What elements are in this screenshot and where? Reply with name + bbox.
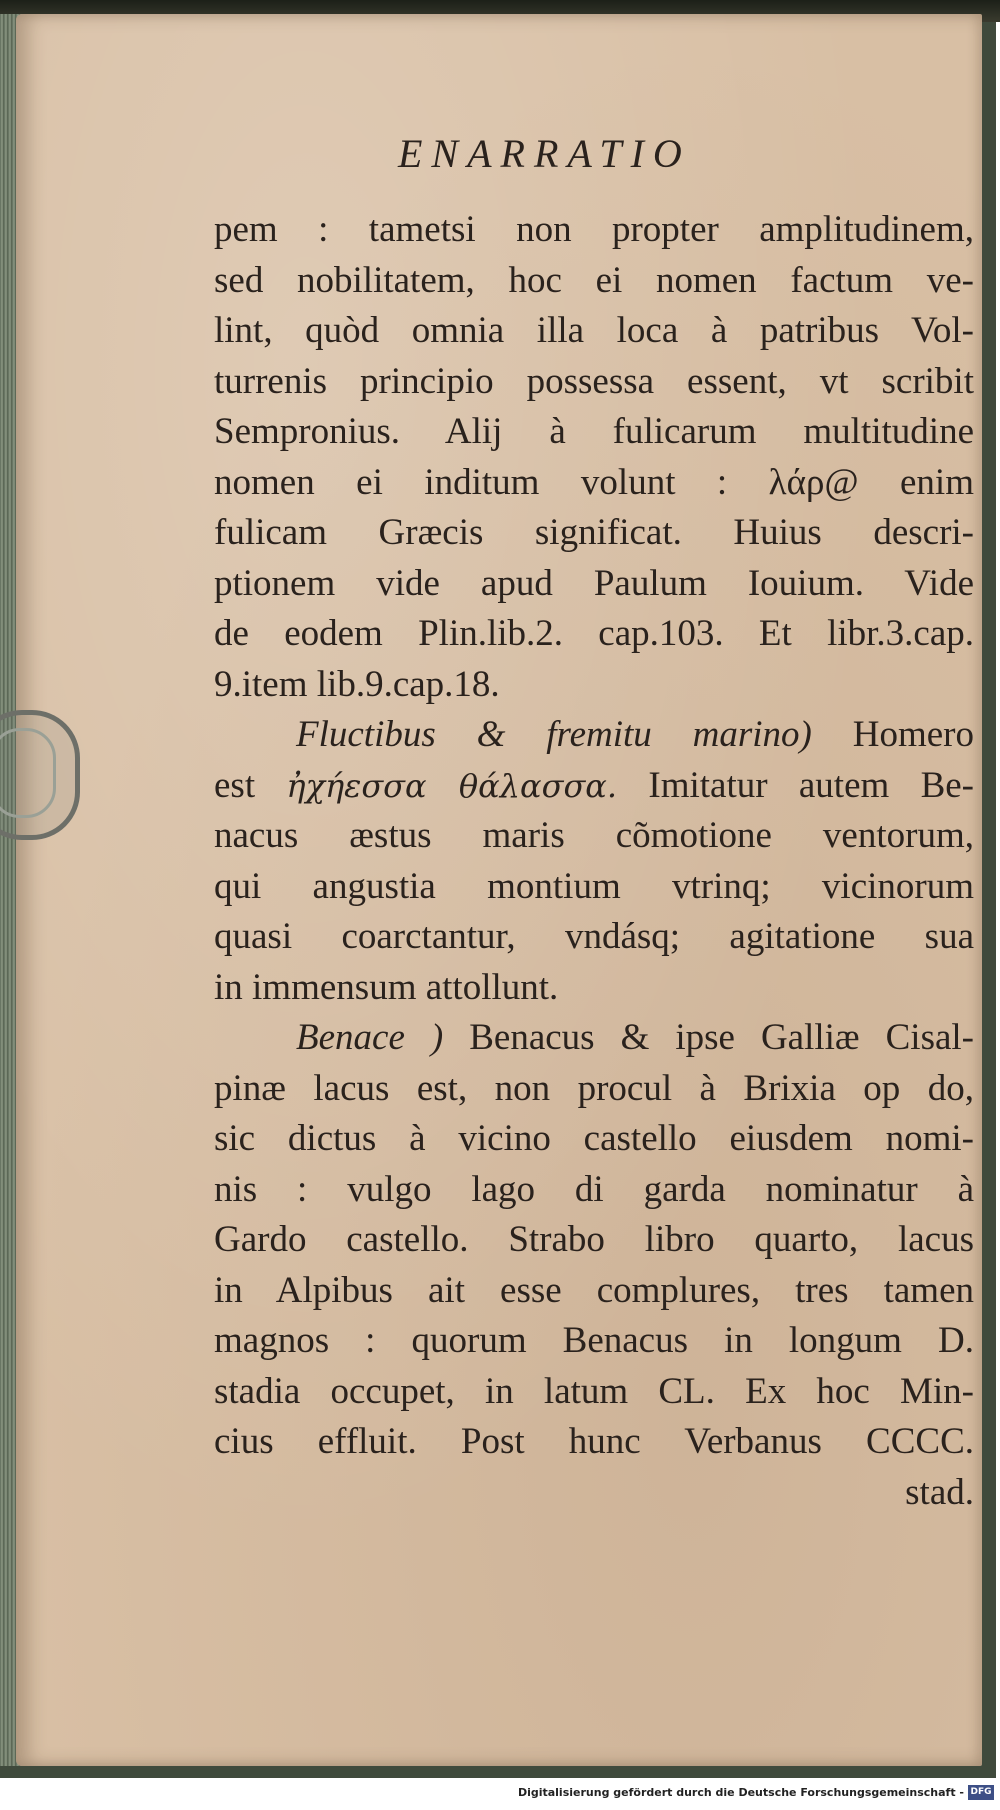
text-line: stadia occupet, in latum CL. Ex hoc Min- <box>214 1370 974 1412</box>
lemma-line <box>214 710 974 761</box>
text-fragment: Imitatur autem Be- <box>648 764 975 806</box>
funding-credit: Digitalisierung gefördert durch die Deutsche Forschungsgemeinschaft - <box>517 1786 964 1799</box>
text-line: sed nobilitatem, hoc ei nomen factum ve- <box>214 259 974 301</box>
catchword: stad. <box>905 1471 974 1513</box>
text-line: pinæ lacus est, non procul à Brixia op do, <box>214 1067 974 1109</box>
lemma-benace: Benace ) <box>296 1017 444 1058</box>
text-fragment: Benacus & ipse Galliæ Cisal- <box>469 1017 974 1058</box>
digitization-footer <box>0 1778 1000 1810</box>
text-line: Gardo castello. Strabo libro quarto, lacus <box>214 1219 974 1260</box>
text-line: nomen ei inditum volunt : λάρ@ enim <box>214 461 974 503</box>
text-line: sic dictus à vicino castello eiusdem nomi- <box>214 1118 974 1159</box>
text-line: magnos : quorum Benacus in longum D. <box>214 1320 974 1361</box>
text-line: ptionem vide apud Paulum Iouium. Vide <box>214 562 974 604</box>
text-line: Sempronius. Alij à fulicarum multitudine <box>214 411 974 452</box>
text-line: nis : vulgo lago di garda nominatur à <box>214 1168 974 1210</box>
text-line: est ἠχήεσσα θάλασσα. Imitatur autem Be- <box>214 764 975 806</box>
text-line: pem : tametsi non propter amplitudinem, <box>214 209 974 250</box>
text-line: fulicam Græcis significat. Huius descri- <box>214 512 974 553</box>
dfg-logo: DFG <box>968 1785 994 1800</box>
text-line: in Alpibus ait esse complures, tres tamen <box>214 1269 974 1311</box>
text-line: qui angustia montium vtrinq; vicinorum <box>214 865 974 907</box>
running-title: ENARRATIO <box>398 131 691 176</box>
text-line: cius effluit. Post hunc Verbanus CCCC. <box>214 1421 974 1462</box>
lemma-fluctibus: Fluctibus & fremitu marino) <box>296 714 812 755</box>
text-line: de eodem Plin.lib.2. cap.103. Et libr.3.cap. <box>214 613 974 654</box>
lemma-line <box>214 1013 974 1064</box>
text-line: lint, quòd omnia illa loca à patribus Vol- <box>214 310 974 351</box>
text-fragment: Homero <box>852 714 974 755</box>
text-line: quasi coarctantur, vndásq; agitatione sua <box>214 916 974 957</box>
book-clasp-inner-icon <box>0 728 56 818</box>
text-line: nacus æstus maris cõmotione ventorum, <box>214 815 974 856</box>
body-text <box>214 205 974 1518</box>
text-line: in immensum attollunt. <box>214 966 559 1008</box>
text-line: 9.item lib.9.cap.18. <box>214 663 500 705</box>
text-line: turrenis principio possessa essent, vt scribit <box>214 360 974 402</box>
greek-phrase: ἠχήεσσα θάλασσα. <box>286 766 618 805</box>
